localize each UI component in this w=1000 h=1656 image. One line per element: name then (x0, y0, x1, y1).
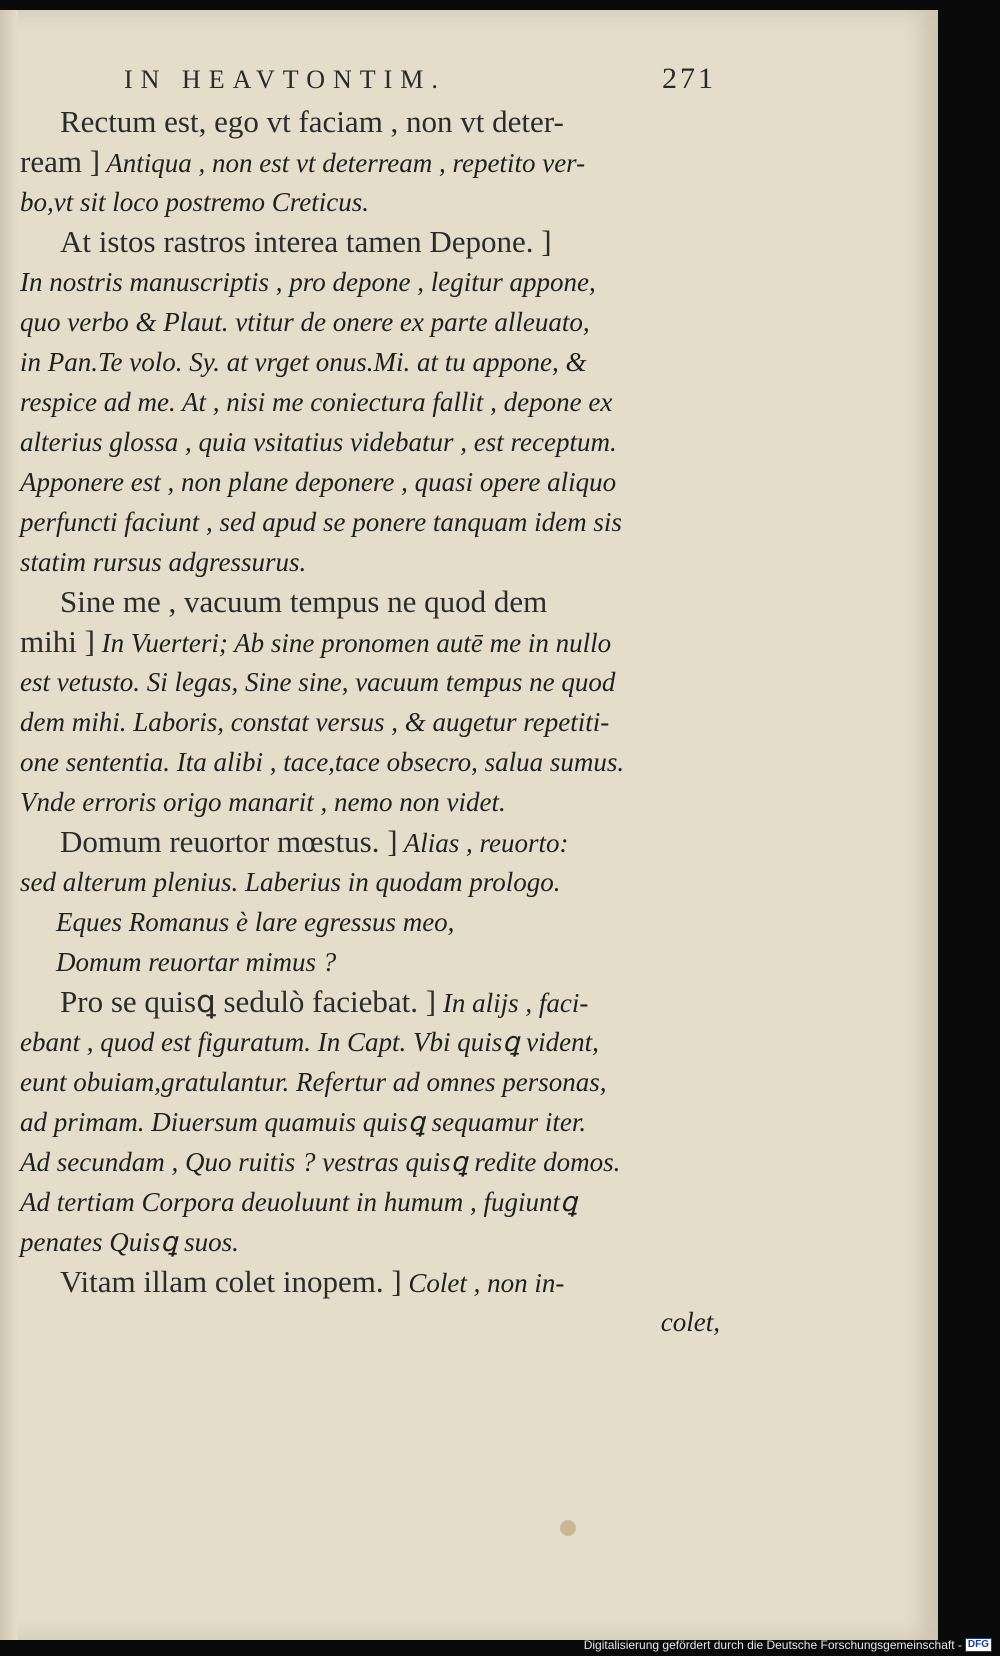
text-line (20, 1262, 720, 1302)
commentary-text: In nostris manuscriptis , pro depone , legitur appone, (20, 267, 596, 297)
commentary-text: ebant , quod est figuratum. In Capt. Vbi quisꝗ vident, (20, 1027, 599, 1057)
lemma-text: Vitam illam colet inopem. ] (60, 1264, 402, 1299)
text-line (20, 302, 720, 342)
text-line (20, 182, 720, 222)
book-page (0, 10, 938, 1640)
commentary-text: Ad tertiam Corpora deuoluunt in humum , fugiuntꝗ (20, 1187, 578, 1217)
lemma-text: Rectum est, ego vt faciam , non vt deter- (60, 104, 564, 139)
text-line (20, 942, 720, 982)
text-line (20, 1222, 720, 1262)
text-line (20, 662, 720, 702)
text-line (20, 382, 720, 422)
text-line (20, 742, 720, 782)
commentary-text: dem mihi. Laboris, constat versus , & augetur repetiti- (20, 707, 610, 737)
lemma-text: Domum reuortor mœstus. ] (60, 824, 398, 859)
commentary-text: one sententia. Ita alibi , tace,tace obsecro, salua sumus. (20, 747, 625, 777)
text-line (20, 542, 720, 582)
text-line (20, 822, 720, 862)
commentary-text: Apponere est , non plane deponere , quasi opere aliquo (20, 467, 617, 497)
text-line (20, 502, 720, 542)
commentary-text: perfuncti faciunt , sed apud se ponere tanquam idem sis (20, 507, 622, 537)
dfg-logo: DFG (965, 1638, 992, 1652)
commentary-entry (20, 102, 720, 222)
text-line (20, 702, 720, 742)
commentary-text: Antiqua , non est vt deterream , repetito ver- (100, 148, 586, 178)
commentary-text: In Vuerteri; Ab sine pronomen autē me in nullo (94, 628, 612, 658)
running-header (20, 62, 720, 102)
text-line (20, 342, 720, 382)
commentary-entry (20, 982, 720, 1262)
text-line (20, 1102, 720, 1142)
commentary-text: colet, (660, 1307, 720, 1337)
commentary-text: Alias , reuorto: (397, 828, 569, 858)
commentary-text: In alijs , faci- (436, 988, 589, 1018)
text-line (20, 902, 720, 942)
commentary-entry (20, 582, 720, 822)
commentary-text: ad primam. Diuersum quamuis quisꝗ sequamur iter. (20, 1107, 587, 1137)
commentary-text: sed alterum plenius. Laberius in quodam prologo. (20, 867, 561, 897)
commentary-text: quo verbo & Plaut. vtitur de onere ex parte alleuato, (20, 307, 590, 337)
text-line (20, 262, 720, 302)
text-line (20, 222, 720, 262)
text-line (20, 1022, 720, 1062)
commentary-text: eunt obuiam,gratulantur. Refertur ad omnes personas, (20, 1067, 607, 1097)
commentary-entry (20, 822, 720, 982)
paper-stain (560, 1520, 576, 1536)
text-line (20, 142, 720, 182)
page-content (20, 62, 720, 1342)
commentary-text: alterius glossa , quia vsitatius videbatur , est receptum. (20, 427, 617, 457)
lemma-text: At istos rastros interea tamen Depone. ] (60, 224, 552, 259)
commentary-text: statim rursus adgressurus. (20, 547, 307, 577)
lemma-text: mihi ] (20, 624, 95, 659)
text-line (20, 862, 720, 902)
commentary-entry (20, 1262, 720, 1342)
running-title: IN HEAVTONTIM. (124, 65, 446, 94)
lemma-text: Pro se quisꝗ sedulò faciebat. ] (60, 984, 437, 1019)
commentary-text: Eques Romanus è lare egressus meo, (56, 907, 455, 937)
commentary-text: Colet , non in- (401, 1268, 565, 1298)
text-line (20, 462, 720, 502)
text-line (20, 622, 720, 662)
text-line (20, 982, 720, 1022)
text-line (20, 1302, 720, 1342)
text-line (20, 422, 720, 462)
text-line (20, 582, 720, 622)
commentary-entry (20, 222, 720, 582)
commentary-text: est vetusto. Si legas, Sine sine, vacuum tempus ne quod (20, 667, 616, 697)
text-line (20, 1142, 720, 1182)
lemma-text: Sine me , vacuum tempus ne quod dem (60, 584, 548, 619)
commentary-text: Ad secundam , Quo ruitis ? vestras quisꝗ redite domos. (20, 1147, 621, 1177)
text-line (20, 1062, 720, 1102)
text-line (20, 1182, 720, 1222)
text-line (20, 782, 720, 822)
credit-text: Digitalisierung gefördert durch die Deutsche Forschungsgemeinschaft - (583, 1638, 962, 1652)
commentary-entries (20, 102, 720, 1342)
commentary-text: Domum reuortar mimus ? (56, 947, 337, 977)
digitization-credit (584, 1638, 992, 1652)
commentary-text: respice ad me. At , nisi me coniectura fallit , depone ex (20, 387, 613, 417)
text-line (20, 102, 720, 142)
commentary-text: penates Quisꝗ suos. (20, 1227, 239, 1257)
page-number: 271 (662, 62, 716, 95)
commentary-text: in Pan.Te volo. Sy. at vrget onus.Mi. at tu appone, & (20, 347, 587, 377)
commentary-text: bo,vt sit loco postremo Creticus. (20, 187, 369, 217)
lemma-text: ream ] (20, 144, 101, 179)
commentary-text: Vnde erroris origo manarit , nemo non videt. (20, 787, 506, 817)
